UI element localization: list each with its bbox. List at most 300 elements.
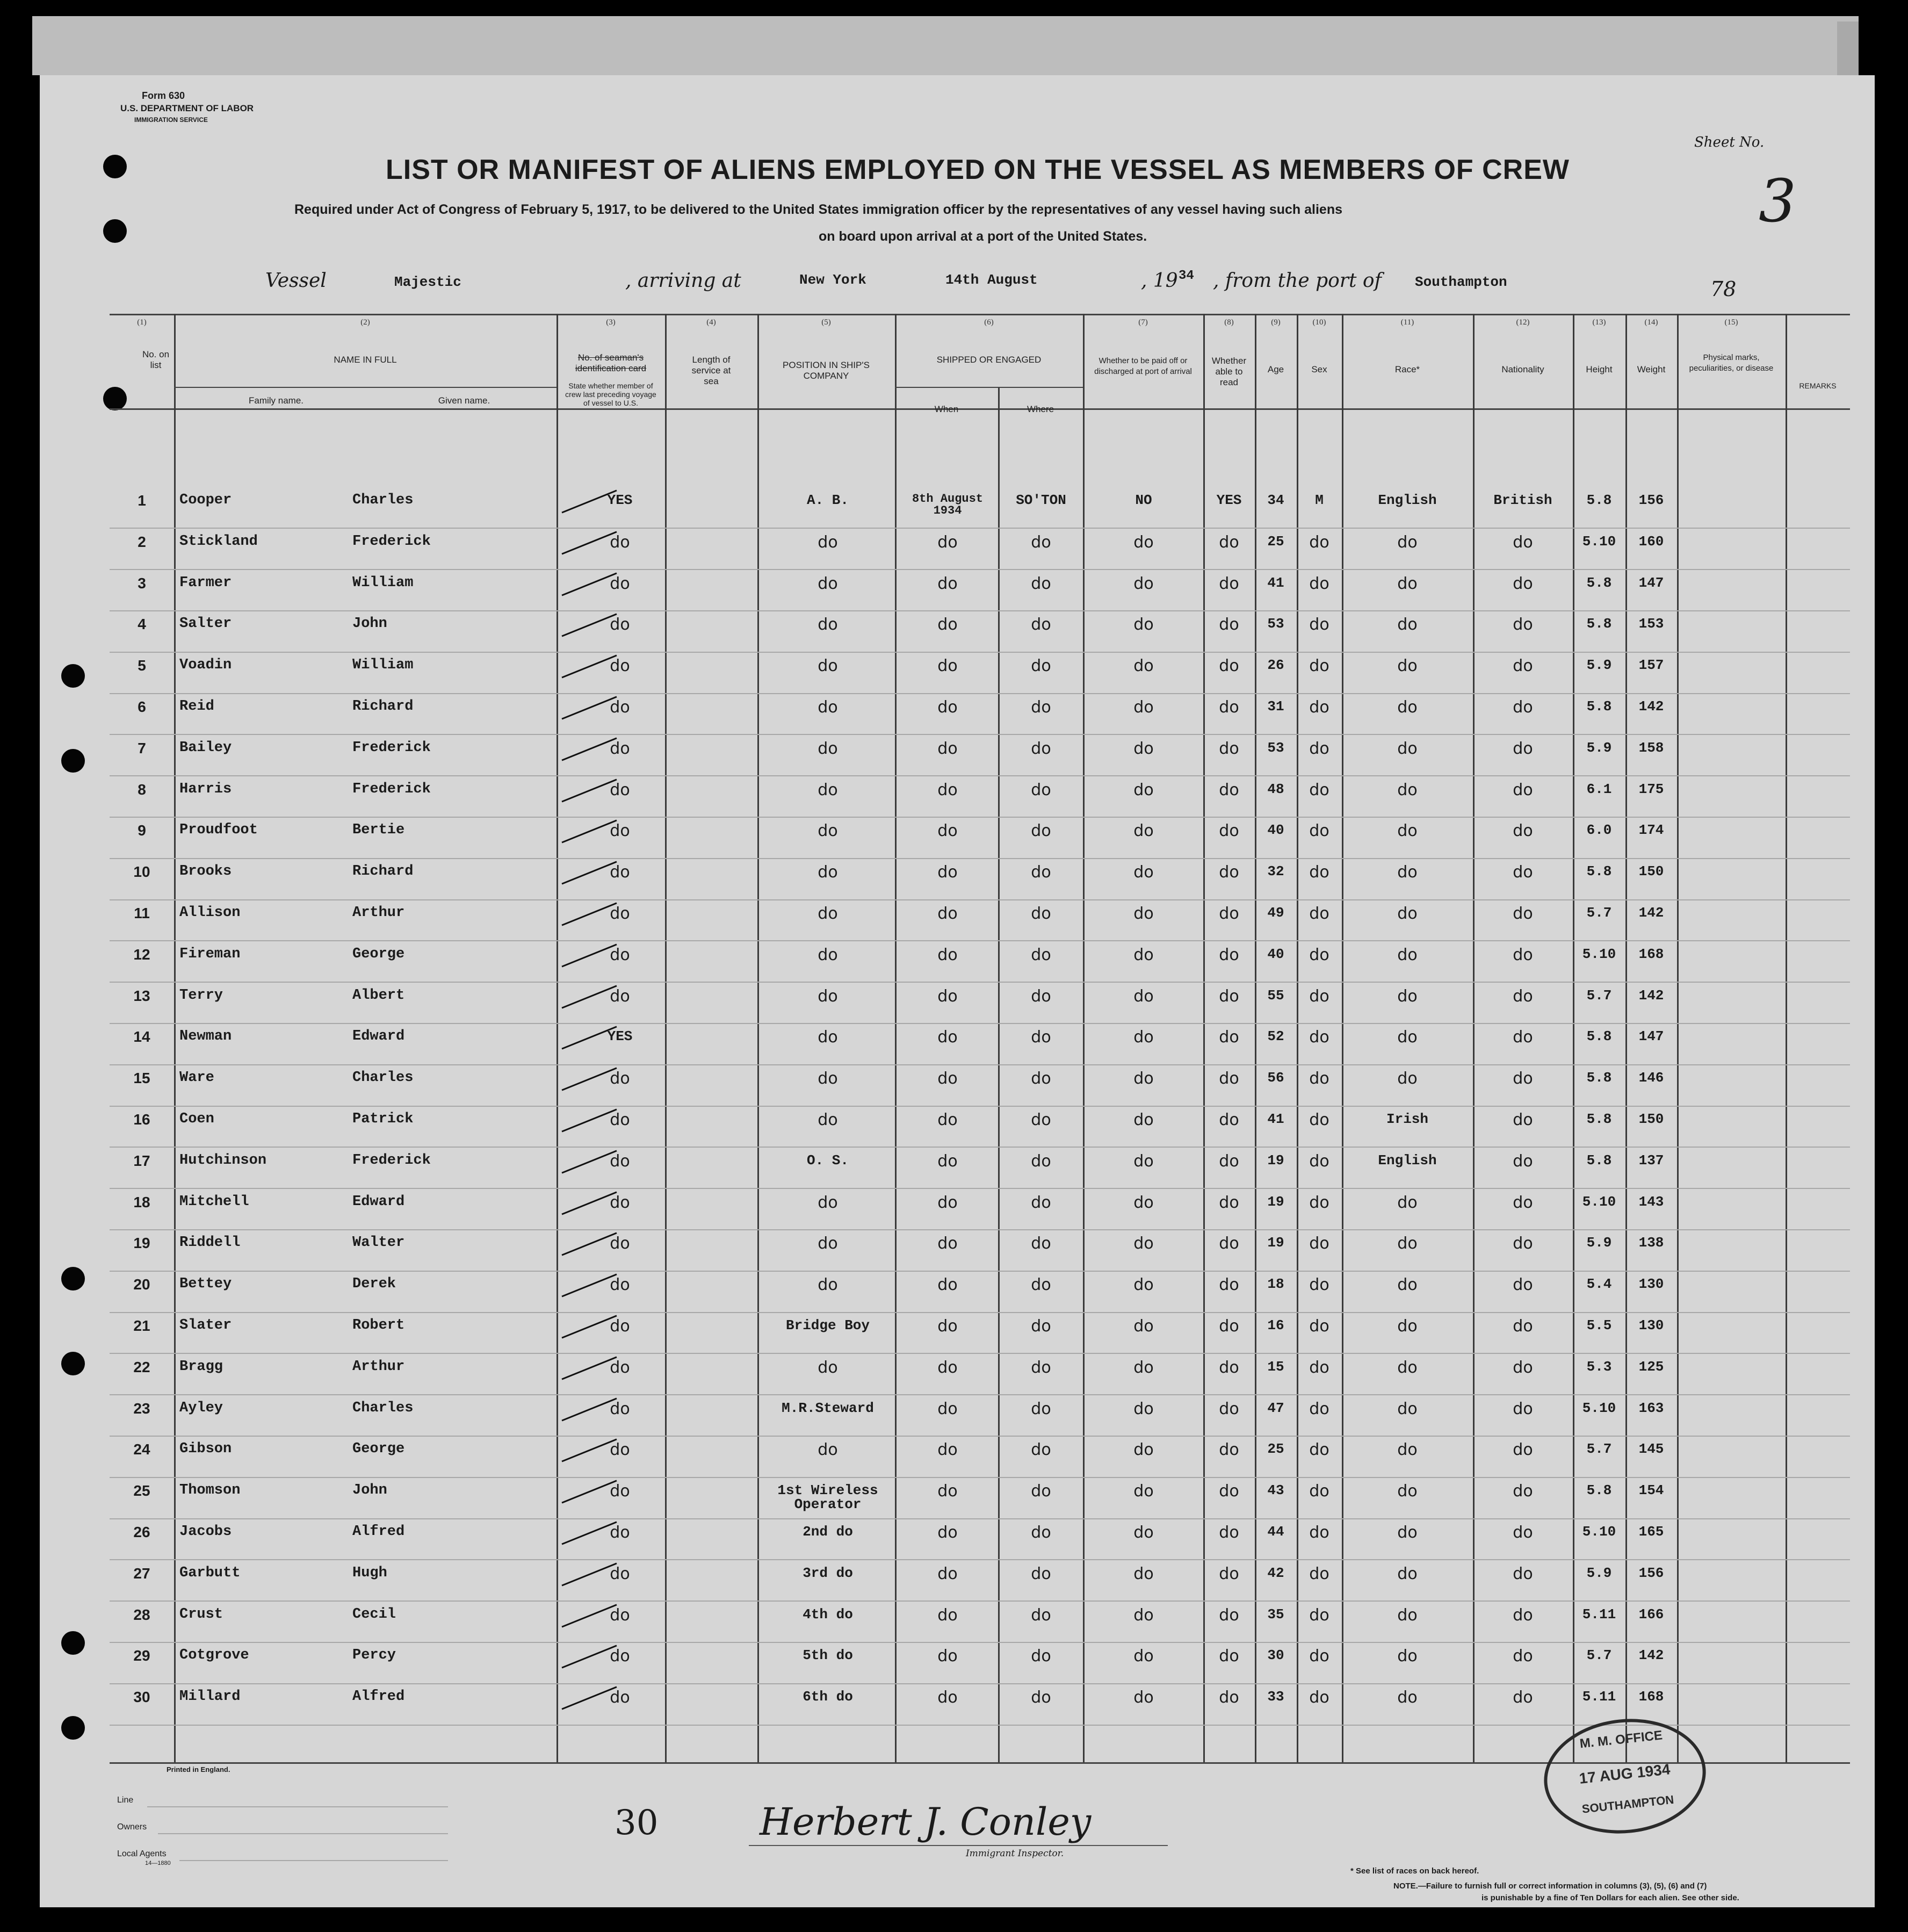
- cell-where: do: [1031, 1317, 1051, 1336]
- cell-race: do: [1397, 1482, 1418, 1501]
- cell-age: 31: [1267, 698, 1284, 715]
- cell-weight: 168: [1638, 1689, 1664, 1705]
- cell-nationality: do: [1513, 863, 1533, 882]
- cell-card: do: [610, 1523, 630, 1542]
- cell-given: Albert: [352, 987, 405, 1004]
- cell-given: Arthur: [352, 905, 405, 921]
- col-num-12: (12): [1516, 318, 1530, 327]
- col-num-11: (11): [1400, 318, 1414, 327]
- cell-position: M.R.Steward: [782, 1400, 874, 1416]
- cell-position: do: [818, 1440, 838, 1459]
- cell-card: do: [610, 1317, 630, 1336]
- cell-nationality: do: [1513, 781, 1533, 799]
- cell-family: Ayley: [179, 1400, 223, 1416]
- cell-weight: 163: [1638, 1400, 1664, 1416]
- cell-paid: do: [1133, 1647, 1154, 1666]
- cell-nationality: do: [1513, 1028, 1533, 1047]
- cell-no: 29: [133, 1647, 150, 1664]
- cell-given: Charles: [352, 1070, 414, 1086]
- cell-card: do: [610, 1400, 630, 1418]
- cell-where: do: [1031, 987, 1051, 1006]
- cell-race: do: [1397, 904, 1418, 923]
- col-header-read: Whether able to read: [1211, 356, 1247, 387]
- cell-read: do: [1219, 657, 1239, 675]
- cell-family: Crust: [179, 1606, 223, 1623]
- cell-age: 19: [1267, 1235, 1284, 1251]
- office-stamp: [1538, 1711, 1712, 1841]
- cell-no: 15: [133, 1070, 150, 1086]
- cell-race: do: [1397, 863, 1418, 882]
- table-row: [110, 1559, 1850, 1560]
- agents-label: Local Agents: [117, 1849, 167, 1858]
- cell-where: do: [1031, 1688, 1051, 1707]
- punch-hole: [103, 155, 127, 178]
- cell-given: Hugh: [352, 1565, 387, 1581]
- cell-family: Jacobs: [179, 1524, 232, 1540]
- table-row: [110, 940, 1850, 941]
- cell-age: 19: [1267, 1152, 1284, 1169]
- table-row: [110, 1642, 1850, 1643]
- cell-where: do: [1031, 1111, 1051, 1129]
- cell-race: do: [1397, 1069, 1418, 1088]
- cell-sex: do: [1309, 987, 1329, 1006]
- col-num-15: (15): [1724, 318, 1738, 327]
- cell-race: do: [1397, 987, 1418, 1006]
- table-row: [110, 1353, 1850, 1354]
- cell-card: do: [610, 739, 630, 758]
- cell-no: 27: [133, 1565, 150, 1582]
- cell-read: do: [1219, 904, 1239, 923]
- cell-paid: do: [1133, 863, 1154, 882]
- cell-height: 5.7: [1586, 1647, 1612, 1663]
- cell-race: do: [1397, 1565, 1418, 1583]
- cell-where: do: [1031, 904, 1051, 923]
- table-row: [110, 1601, 1850, 1602]
- stamp-bottom-text: SOUTHAMPTON: [1581, 1792, 1675, 1816]
- col-sub-card-note: State whether member of crew last preceding voyage of vessel to U.S.: [565, 381, 656, 407]
- cell-given: Patrick: [352, 1111, 414, 1127]
- cell-family: Newman: [179, 1028, 232, 1044]
- shipped-subrule: [895, 387, 1083, 388]
- cell-no: 25: [133, 1482, 150, 1499]
- cell-sex: do: [1309, 1028, 1329, 1047]
- cell-sex: do: [1309, 1647, 1329, 1666]
- cell-position: do: [818, 698, 838, 717]
- cell-weight: 143: [1638, 1194, 1664, 1210]
- cell-weight: 145: [1638, 1441, 1664, 1457]
- cell-position: 4th do: [803, 1606, 853, 1623]
- cell-read: do: [1219, 1482, 1239, 1501]
- cell-paid: do: [1133, 1565, 1154, 1583]
- cell-paid: do: [1133, 698, 1154, 717]
- table-row: [110, 1394, 1850, 1395]
- cell-given: Richard: [352, 863, 414, 880]
- cell-where: do: [1031, 946, 1051, 964]
- cell-height: 5.9: [1586, 1565, 1612, 1581]
- cell-where: do: [1031, 863, 1051, 882]
- stamp-top-text: M. M. OFFICE: [1579, 1728, 1664, 1751]
- col-num-3: (3): [606, 318, 616, 327]
- cell-given: John: [352, 616, 387, 632]
- cell-position: O. S.: [806, 1152, 849, 1169]
- cell-sex: do: [1309, 863, 1329, 882]
- table-row: [110, 693, 1850, 694]
- cell-nationality: do: [1513, 739, 1533, 758]
- name-subrule: [174, 387, 556, 388]
- cell-race: do: [1397, 574, 1418, 593]
- department: U.S. DEPARTMENT OF LABOR: [120, 103, 254, 113]
- cell-nationality: do: [1513, 1482, 1533, 1501]
- cell-given: John: [352, 1482, 387, 1498]
- cell-given: Cecil: [352, 1606, 396, 1623]
- cell-position: A. B.: [806, 492, 849, 508]
- race-footnote: * See list of races on back hereof.: [1350, 1866, 1479, 1876]
- cell-position: do: [818, 863, 838, 882]
- cell-where: do: [1031, 739, 1051, 758]
- cell-paid: do: [1133, 1069, 1154, 1088]
- cell-height: 5.10: [1582, 946, 1616, 962]
- cell-sex: do: [1309, 781, 1329, 799]
- cell-age: 32: [1267, 863, 1284, 880]
- cell-where: do: [1031, 1647, 1051, 1666]
- cell-card: do: [610, 615, 630, 634]
- cell-race: do: [1397, 1440, 1418, 1459]
- cell-race: do: [1397, 1275, 1418, 1294]
- sheet-number: 3: [1759, 167, 1796, 235]
- col-num-6: (6): [984, 318, 994, 327]
- col-header-age: Age: [1267, 364, 1284, 374]
- cell-position: do: [818, 533, 838, 552]
- subtitle-line1: Required under Act of Congress of February 5, 1917, to be delivered to the United States immigration officer by the representatives of any vessel having such aliens: [294, 202, 1342, 217]
- cell-position: 6th do: [803, 1689, 853, 1705]
- cell-weight: 174: [1638, 822, 1664, 838]
- cell-age: 40: [1267, 946, 1284, 962]
- cell-when: do: [937, 574, 958, 593]
- cell-weight: 156: [1638, 1565, 1664, 1581]
- cell-when: do: [937, 533, 958, 552]
- table-row: [110, 734, 1850, 735]
- cell-race: English: [1378, 492, 1437, 508]
- cell-age: 16: [1267, 1317, 1284, 1333]
- cell-paid: do: [1133, 739, 1154, 758]
- note-line2: is punishable by a fine of Ten Dollars for each alien. See other side.: [1481, 1893, 1739, 1902]
- cell-nationality: do: [1513, 987, 1533, 1006]
- cell-where: do: [1031, 1482, 1051, 1501]
- cell-height: 5.10: [1582, 1400, 1616, 1416]
- table-row: [110, 610, 1850, 611]
- cell-family: Voadin: [179, 657, 232, 673]
- cell-family: Riddell: [179, 1235, 241, 1251]
- cell-card: do: [610, 1688, 630, 1707]
- cell-where: do: [1031, 1069, 1051, 1088]
- col-header-card: No. of seaman's identification card: [575, 352, 647, 373]
- cell-sex: do: [1309, 1234, 1329, 1253]
- table-top-rule: [110, 314, 1850, 315]
- table-row: [110, 1064, 1850, 1065]
- col-rule: [174, 314, 176, 1762]
- cell-given: Frederick: [352, 534, 431, 550]
- year-digits: 34: [1179, 269, 1194, 283]
- cell-sex: do: [1309, 1152, 1329, 1171]
- cell-height: 5.7: [1586, 1441, 1612, 1457]
- cell-race: English: [1378, 1152, 1437, 1169]
- cell-position: do: [818, 946, 838, 964]
- cell-card: do: [610, 574, 630, 593]
- punch-hole: [103, 219, 127, 243]
- col-header-service: Length of service at sea: [691, 355, 731, 386]
- cell-paid: do: [1133, 1606, 1154, 1625]
- cell-card: do: [610, 904, 630, 923]
- cell-paid: do: [1133, 657, 1154, 675]
- arrival-date: 14th August: [945, 272, 1038, 288]
- cell-nationality: do: [1513, 1234, 1533, 1253]
- cell-when: do: [937, 781, 958, 799]
- cell-sex: do: [1309, 1400, 1329, 1418]
- form-number: Form 630: [142, 90, 185, 101]
- col-rule: [1677, 314, 1679, 1762]
- year-label: , 19: [1141, 270, 1178, 292]
- cell-race: do: [1397, 946, 1418, 964]
- cell-weight: 154: [1638, 1482, 1664, 1498]
- cell-paid: do: [1133, 1688, 1154, 1707]
- inspector-label: Immigrant Inspector.: [966, 1848, 1064, 1859]
- printed-note: Printed in England.: [167, 1765, 230, 1774]
- margin-note: 78: [1710, 277, 1737, 301]
- cell-where: do: [1031, 1193, 1051, 1212]
- sheet-label: Sheet No.: [1694, 134, 1765, 150]
- table-row: [110, 1477, 1850, 1478]
- cell-family: Fireman: [179, 946, 241, 962]
- cell-when: do: [937, 1688, 958, 1707]
- cell-family: Bettey: [179, 1276, 232, 1292]
- table-row: [110, 817, 1850, 818]
- cell-when: do: [937, 1606, 958, 1625]
- col-num-14: (14): [1644, 318, 1658, 327]
- cell-height: 5.8: [1586, 1111, 1612, 1127]
- cell-age: 15: [1267, 1359, 1284, 1375]
- cell-position: do: [818, 1234, 838, 1253]
- cell-weight: 175: [1638, 781, 1664, 797]
- cell-where: do: [1031, 1606, 1051, 1625]
- cell-position: do: [818, 574, 838, 593]
- cell-position: do: [818, 1275, 838, 1294]
- cell-weight: 150: [1638, 1111, 1664, 1127]
- cell-sex: do: [1309, 821, 1329, 840]
- cell-weight: 130: [1638, 1276, 1664, 1292]
- cell-sex: do: [1309, 1358, 1329, 1377]
- cell-where: do: [1031, 1358, 1051, 1377]
- cell-height: 5.7: [1586, 987, 1612, 1004]
- cell-family: Bailey: [179, 740, 232, 756]
- cell-no: 16: [133, 1111, 150, 1128]
- cell-height: 6.1: [1586, 781, 1612, 797]
- col-sub-family: Family name.: [248, 395, 304, 406]
- note-line1: NOTE.—Failure to furnish full or correct information in columns (3), (5), (6) and (7): [1393, 1881, 1707, 1891]
- cell-race: do: [1397, 533, 1418, 552]
- col-header-name: NAME IN FULL: [334, 355, 397, 365]
- cell-no: 7: [138, 740, 146, 756]
- cell-card: YES: [607, 492, 633, 508]
- table-row: [110, 1147, 1850, 1148]
- punch-hole: [103, 387, 127, 410]
- cell-given: Frederick: [352, 781, 431, 797]
- cell-no: 8: [138, 781, 146, 798]
- cell-height: 5.8: [1586, 1070, 1612, 1086]
- cell-weight: 165: [1638, 1524, 1664, 1540]
- cell-position: 3rd do: [803, 1565, 853, 1581]
- cell-sex: do: [1309, 904, 1329, 923]
- cell-race: do: [1397, 1193, 1418, 1212]
- cell-read: do: [1219, 1358, 1239, 1377]
- cell-given: Alfred: [352, 1524, 405, 1540]
- cell-family: Hutchinson: [179, 1152, 267, 1169]
- cell-height: 5.10: [1582, 1194, 1616, 1210]
- cell-no: 19: [133, 1235, 150, 1251]
- cell-card: do: [610, 1193, 630, 1212]
- cell-paid: do: [1133, 987, 1154, 1006]
- cell-given: George: [352, 1441, 405, 1457]
- cell-weight: 160: [1638, 534, 1664, 550]
- cell-age: 33: [1267, 1689, 1284, 1705]
- cell-weight: 130: [1638, 1317, 1664, 1333]
- table-row: [110, 569, 1850, 570]
- cell-nationality: do: [1513, 1440, 1533, 1459]
- table-row: [110, 1312, 1850, 1313]
- cell-paid: do: [1133, 574, 1154, 593]
- col-num-4: (4): [706, 318, 716, 327]
- cell-position: do: [818, 781, 838, 799]
- punch-hole: [61, 749, 85, 773]
- cell-race: do: [1397, 1234, 1418, 1253]
- cell-weight: 142: [1638, 905, 1664, 921]
- cell-height: 5.8: [1586, 863, 1612, 880]
- cell-no: 4: [138, 616, 146, 632]
- cell-weight: 166: [1638, 1606, 1664, 1623]
- cell-family: Garbutt: [179, 1565, 241, 1581]
- punch-hole: [61, 664, 85, 688]
- col-header-nationality: Nationality: [1501, 364, 1544, 374]
- cell-height: 5.8: [1586, 492, 1612, 508]
- cell-where: do: [1031, 533, 1051, 552]
- cell-sex: do: [1309, 1565, 1329, 1583]
- col-header-sex: Sex: [1311, 364, 1327, 374]
- cell-age: 41: [1267, 1111, 1284, 1127]
- cell-when: do: [937, 1358, 958, 1377]
- cell-paid: do: [1133, 1440, 1154, 1459]
- cell-where: do: [1031, 1400, 1051, 1418]
- cell-when: do: [937, 615, 958, 634]
- cell-sex: do: [1309, 1440, 1329, 1459]
- cell-when: do: [937, 1275, 958, 1294]
- cell-when: 8th August 1934: [912, 492, 984, 517]
- table-row: [110, 1023, 1850, 1024]
- vessel-name: Majestic: [394, 274, 461, 290]
- cell-age: 52: [1267, 1028, 1284, 1044]
- cell-no: 2: [138, 534, 146, 550]
- table-row: [110, 528, 1850, 529]
- cell-read: do: [1219, 1440, 1239, 1459]
- cell-family: Slater: [179, 1317, 232, 1333]
- cell-position: do: [818, 1111, 838, 1129]
- col-header-paid: Whether to be paid off or discharged at port of arrival: [1094, 356, 1192, 376]
- cell-paid: do: [1133, 1317, 1154, 1336]
- cell-weight: 153: [1638, 616, 1664, 632]
- cell-read: do: [1219, 1606, 1239, 1625]
- cell-height: 5.10: [1582, 1524, 1616, 1540]
- col-header-physical: Physical marks, peculiarities, or disease: [1689, 353, 1774, 373]
- cell-sex: do: [1309, 1193, 1329, 1212]
- cell-given: Percy: [352, 1647, 396, 1663]
- cell-read: do: [1219, 1688, 1239, 1707]
- cell-given: Arthur: [352, 1359, 405, 1375]
- cell-age: 53: [1267, 740, 1284, 756]
- col-rule: [757, 314, 759, 1762]
- cell-read: do: [1219, 1275, 1239, 1294]
- table-row: [110, 1229, 1850, 1230]
- cell-race: do: [1397, 1358, 1418, 1377]
- cell-sex: do: [1309, 574, 1329, 593]
- cell-height: 5.8: [1586, 698, 1612, 715]
- cell-age: 41: [1267, 575, 1284, 591]
- cell-family: Cotgrove: [179, 1647, 249, 1663]
- cell-age: 30: [1267, 1647, 1284, 1663]
- service: IMMIGRATION SERVICE: [134, 116, 208, 124]
- cell-when: do: [937, 1152, 958, 1171]
- cell-paid: do: [1133, 1234, 1154, 1253]
- cell-card: do: [610, 1152, 630, 1171]
- col-num-8: (8): [1224, 318, 1234, 327]
- cell-age: 44: [1267, 1524, 1284, 1540]
- col-header-race: Race*: [1394, 364, 1420, 374]
- cell-race: do: [1397, 615, 1418, 634]
- cell-nationality: do: [1513, 1111, 1533, 1129]
- cell-age: 25: [1267, 534, 1284, 550]
- cell-read: YES: [1216, 492, 1242, 508]
- cell-when: do: [937, 1565, 958, 1583]
- cell-height: 5.3: [1586, 1359, 1612, 1375]
- cell-no: 13: [133, 987, 150, 1004]
- inspector-signature: Herbert J. Conley: [760, 1800, 1092, 1844]
- cell-card: do: [610, 987, 630, 1006]
- cell-given: William: [352, 657, 414, 673]
- cell-no: 9: [138, 822, 146, 839]
- from-port-label: , from the port of: [1213, 270, 1382, 292]
- cell-when: do: [937, 657, 958, 675]
- cell-read: do: [1219, 1523, 1239, 1542]
- cell-nationality: do: [1513, 904, 1533, 923]
- cell-nationality: do: [1513, 1317, 1533, 1336]
- cell-sex: do: [1309, 1111, 1329, 1129]
- cell-when: do: [937, 946, 958, 964]
- cell-nationality: do: [1513, 698, 1533, 717]
- cell-sex: do: [1309, 946, 1329, 964]
- cell-no: 1: [138, 492, 146, 509]
- cell-read: do: [1219, 533, 1239, 552]
- cell-paid: do: [1133, 821, 1154, 840]
- table-row: [110, 652, 1850, 653]
- cell-age: 42: [1267, 1565, 1284, 1581]
- cell-read: do: [1219, 1028, 1239, 1047]
- owners-label: Owners: [117, 1822, 147, 1832]
- cell-nationality: British: [1493, 492, 1552, 508]
- col-num-1: (1): [137, 318, 147, 327]
- col-header-weight: Weight: [1637, 364, 1666, 374]
- col-header-remarks: REMARKS: [1799, 381, 1837, 390]
- cell-position: 1st Wireless Operator: [777, 1482, 878, 1512]
- col-num-9: (9): [1271, 318, 1281, 327]
- cell-height: 5.9: [1586, 657, 1612, 673]
- col-sub-when: When: [934, 404, 959, 414]
